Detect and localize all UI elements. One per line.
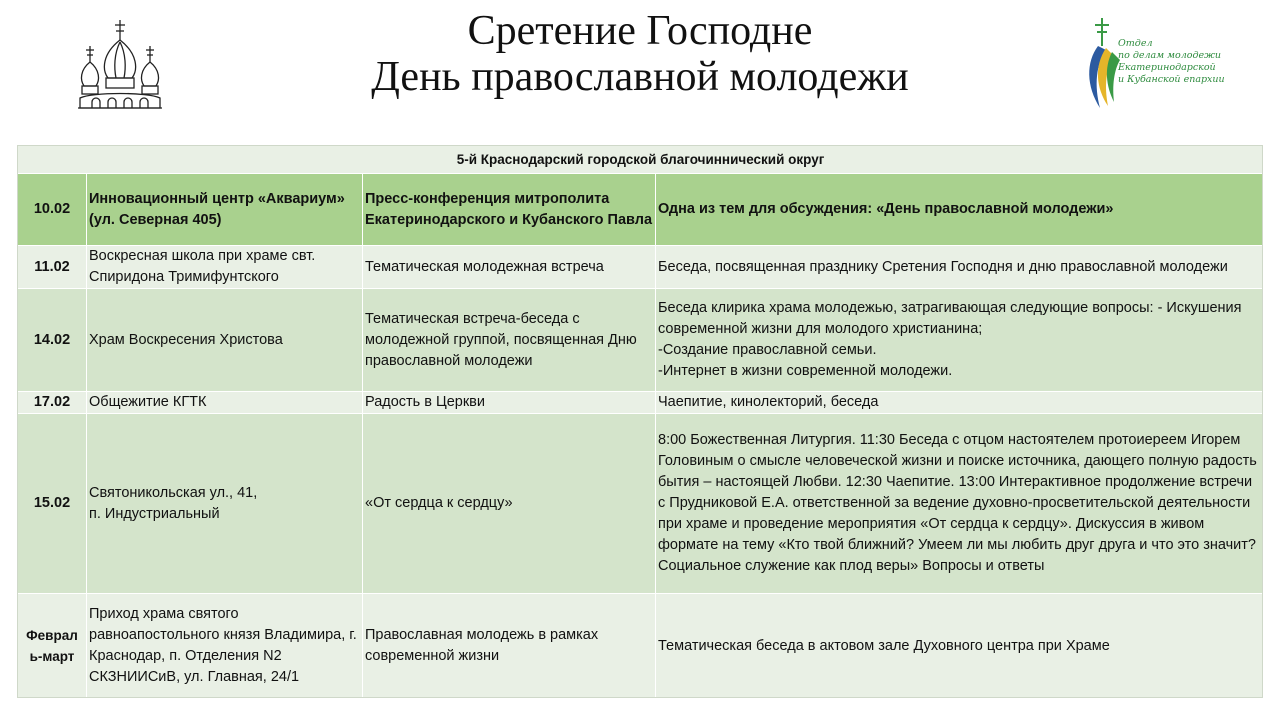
eparchy-youth-logo (1084, 16, 1224, 112)
row-event: Радость в Церкви (363, 392, 656, 414)
table-row (18, 392, 1264, 414)
church-domes-icon (72, 18, 168, 114)
row-event: Тематическая молодежная встреча (363, 246, 656, 289)
row-event: Пресс-конференция митрополита Екатеринодарского и Кубанского Павла (363, 174, 656, 246)
row-description: 8:00 Божественная Литургия. 11:30 Беседа с отцом настоятелем протоиереем Игорем Головиным о смысле человеческой жизни и поиске источника, дающего полную радость бытия – настоящей Любви. 12:30 Чаепитие. 13:00 Интерактивное продолжение встречи с Прудниковой Е.А. ответственной за ведение духовно-просветительской деятельности при храме и проведение мероприятия «От сердца к сердцу». Дискуссия в живом формате на тему «Кто твой ближний? Умеем ли мы любить друг друга и что это значит? Социальное служение как плод веры» Вопросы и ответы (656, 414, 1264, 594)
district-name: 5-й Краснодарский городской благочиннический округ (18, 146, 1264, 174)
row-event: «От сердца к сердцу» (363, 414, 656, 594)
title-line-1: Сретение Господне (467, 8, 813, 54)
table-row (18, 414, 1264, 594)
row-date: 10.02 (18, 174, 87, 246)
table-row (18, 594, 1264, 699)
row-event: Православная молодежь в рамках современной жизни (363, 594, 656, 699)
row-description: Одна из тем для обсуждения: «День православной молодежи» (656, 174, 1264, 246)
row-date: 17.02 (18, 392, 87, 414)
row-place: Инновационный центр «Аквариум» (ул. Северная 405) (87, 174, 363, 246)
eparchy-logo-text: Отдел по делам молодежи Екатеринодарской и Кубанской епархии (1118, 38, 1225, 85)
row-place: Святоникольская ул., 41, п. Индустриальный (87, 414, 363, 594)
row-place: Приход храма святого равноапостольного князя Владимира, г. Краснодар, п. Отделения N2 СКЗНИИСиВ, ул. Главная, 24/1 (87, 594, 363, 699)
row-place: Общежитие КГТК (87, 392, 363, 414)
district-header-row (18, 146, 1264, 174)
row-date: 14.02 (18, 289, 87, 392)
row-date: Феврал ь-март (18, 594, 87, 699)
row-description: Тематическая беседа в актовом зале Духовного центра при Храме (656, 594, 1264, 699)
row-description: Беседа, посвященная празднику Сретения Господня и дню православной молодежи (656, 246, 1264, 289)
table-row (18, 246, 1264, 289)
row-place: Храм Воскресения Христова (87, 289, 363, 392)
row-event: Тематическая встреча-беседа с молодежной группой, посвященная Дню православной молодежи (363, 289, 656, 392)
row-place: Воскресная школа при храме свт. Спиридона Тримифунтского (87, 246, 363, 289)
table-row (18, 289, 1264, 392)
table-row (18, 174, 1264, 246)
row-description: Беседа клирика храма молодежью, затрагивающая следующие вопросы: - Искушения современной жизни для молодого христианина; -Создание православной семьи. -Интернет в жизни современной молодежи. (656, 289, 1264, 392)
row-date: 11.02 (18, 246, 87, 289)
title-line-2: День православной молодежи (371, 54, 909, 100)
row-date: 15.02 (18, 414, 87, 594)
row-description: Чаепитие, кинолекторий, беседа (656, 392, 1264, 414)
schedule-table (17, 145, 1264, 699)
